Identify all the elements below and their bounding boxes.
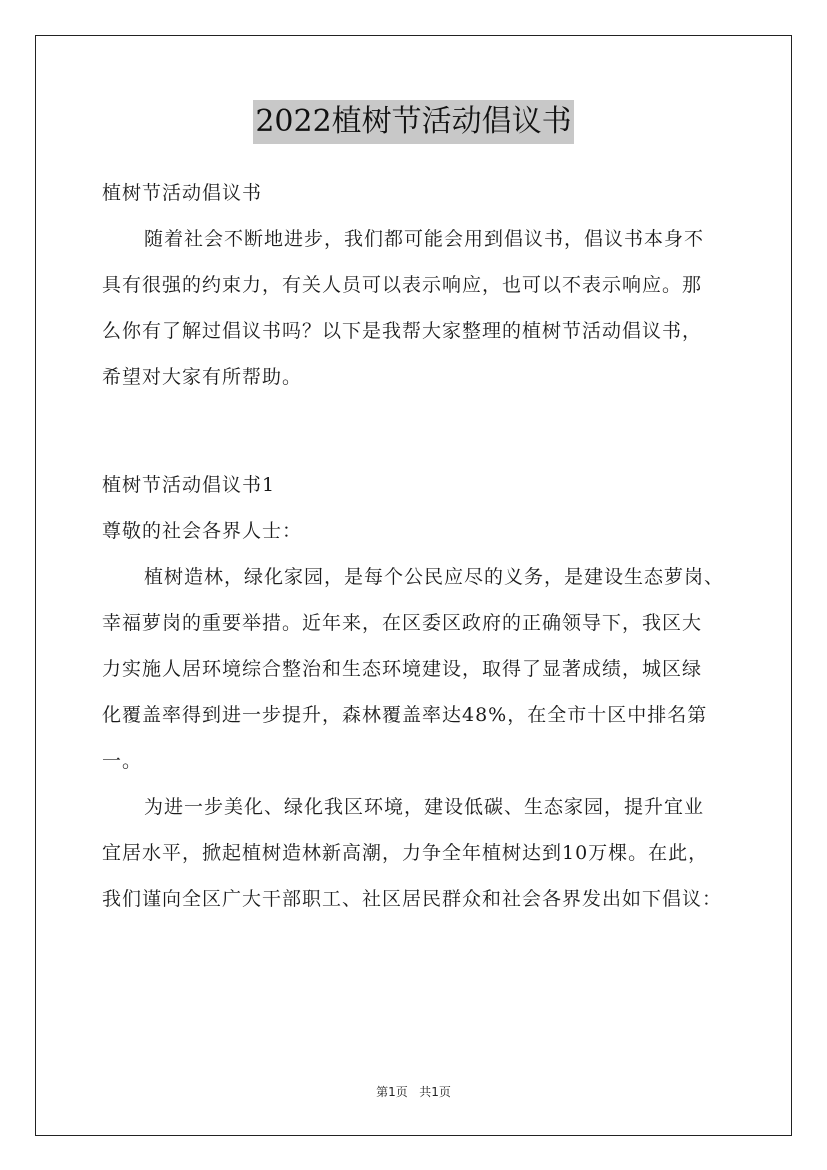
document-body bbox=[102, 170, 742, 922]
section-spacer bbox=[102, 400, 742, 462]
paragraph1-line: 一。 bbox=[102, 750, 143, 772]
title-container bbox=[0, 100, 827, 144]
paragraph2-line: 我们谨向全区广大干部职工、社区居民群众和社会各界发出如下倡议： bbox=[102, 888, 723, 910]
paragraph1-line: 化覆盖率得到进一步提升，森林覆盖率达48%，在全市十区中排名第 bbox=[102, 704, 708, 726]
intro-line: 随着社会不断地进步，我们都可能会用到倡议书，倡议书本身不 bbox=[144, 228, 705, 250]
page-footer bbox=[0, 1083, 827, 1100]
paragraph1-line: 植树造林，绿化家园，是每个公民应尽的义务，是建设生态萝岗、 bbox=[144, 566, 725, 588]
paragraph2-line: 宜居水平，掀起植树造林新高潮，力争全年植树达到10万棵。在此， bbox=[102, 842, 709, 864]
paragraph1-line: 幸福萝岗的重要举措。近年来，在区委区政府的正确领导下，我区大 bbox=[102, 612, 703, 634]
intro-line: 么你有了解过倡议书吗？以下是我帮大家整理的植树节活动倡议书， bbox=[102, 320, 703, 342]
page-total: 共1页 bbox=[419, 1085, 451, 1099]
document-title: 2022植树节活动倡议书 bbox=[253, 100, 573, 144]
paragraph1-line: 力实施人居环境综合整治和生态环境建设，取得了显著成绩，城区绿 bbox=[102, 658, 703, 680]
page-number: 第1页 bbox=[376, 1085, 408, 1099]
paragraph2-line: 为进一步美化、绿化我区环境，建设低碳、生态家园，提升宜业 bbox=[144, 796, 705, 818]
document-subtitle: 植树节活动倡议书 bbox=[102, 182, 263, 204]
section-heading: 植树节活动倡议书1 bbox=[102, 474, 276, 496]
intro-line: 希望对大家有所帮助。 bbox=[102, 366, 303, 388]
salutation: 尊敬的社会各界人士： bbox=[102, 520, 303, 542]
intro-line: 具有很强的约束力，有关人员可以表示响应，也可以不表示响应。那 bbox=[102, 274, 703, 296]
